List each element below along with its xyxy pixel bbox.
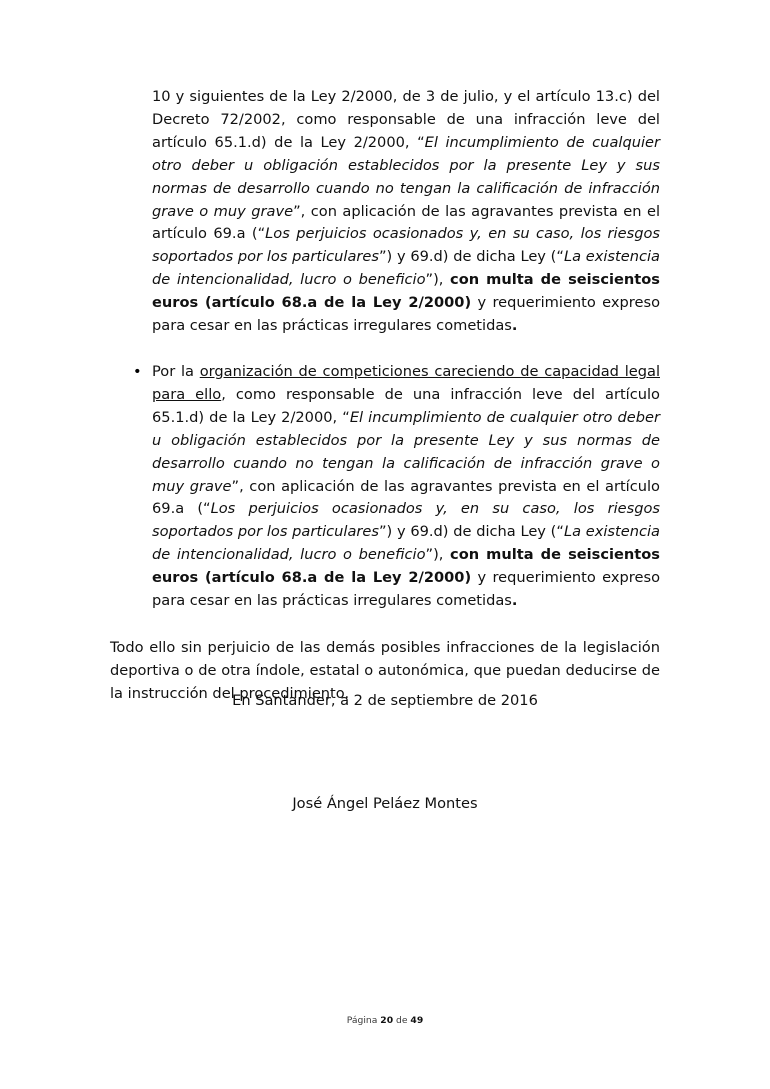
footer-current-page: 20 [380, 1015, 394, 1026]
footer-total-pages: 49 [410, 1015, 424, 1026]
footer-separator: de [393, 1015, 411, 1026]
paragraph-closing: Todo ello sin perjuicio de las demás posibles infracciones de la legislación deportiva o de otra índole, estatal o autonómica, que puedan deducirse de la instrucción del procedimiento. [110, 638, 660, 702]
footer-prefix: Página [346, 1015, 381, 1026]
signature-name: José Ángel Peláez Montes [292, 795, 478, 812]
paragraph-continuation: 10 y siguientes de la Ley 2/2000, de 3 de julio, y el artículo 13.c) del Decreto 72/2002, como responsable de una infracción leve del artículo 65.1.d) de la Ley 2/2000, “El incumplimiento de cualquier otro deber u obligación establecidos por la presente Ley y sus normas de desarrollo cuando no tengan la calificación de infracción grave o muy grave”, con aplicación de las agravantes prevista en el artículo 69.a (“Los perjuicios ocasionados y, en su caso, los riesgos soportados por los particulares”) y 69.d) de dicha Ley (“La existencia de intencionalidad, lucro o beneficio”), con multa de seiscientos euros (artículo 68.a de la Ley 2/2000) y requerimiento expreso para cesar en las prácticas irregulares cometidas. [152, 88, 660, 335]
page-footer [0, 1014, 770, 1028]
list-item [133, 361, 661, 613]
document-body [110, 86, 660, 706]
place-and-date: En Santander, a 2 de septiembre de 2016 [232, 692, 538, 709]
bullet-marker-icon: • [133, 362, 142, 380]
list-item-text: Por la organización de competiciones careciendo de capacidad legal para ello, como responsable de una infracción leve del artículo 65.1.d) de la Ley 2/2000, “El incumplimiento de cualquier otro deber u obligación establecidos por la presente Ley y sus normas de desarrollo cuando no tengan la calificación de infracción grave o muy grave”, con aplicación de las agravantes prevista en el artículo 69.a (“Los perjuicios ocasionados y, en su caso, los riesgos soportados por los particulares”) y 69.d) de dicha Ley (“La existencia de intencionalidad, lucro o beneficio”), con multa de seiscientos euros (artículo 68.a de la Ley 2/2000) y requerimiento expreso para cesar en las prácticas irregulares cometidas. [152, 362, 661, 610]
